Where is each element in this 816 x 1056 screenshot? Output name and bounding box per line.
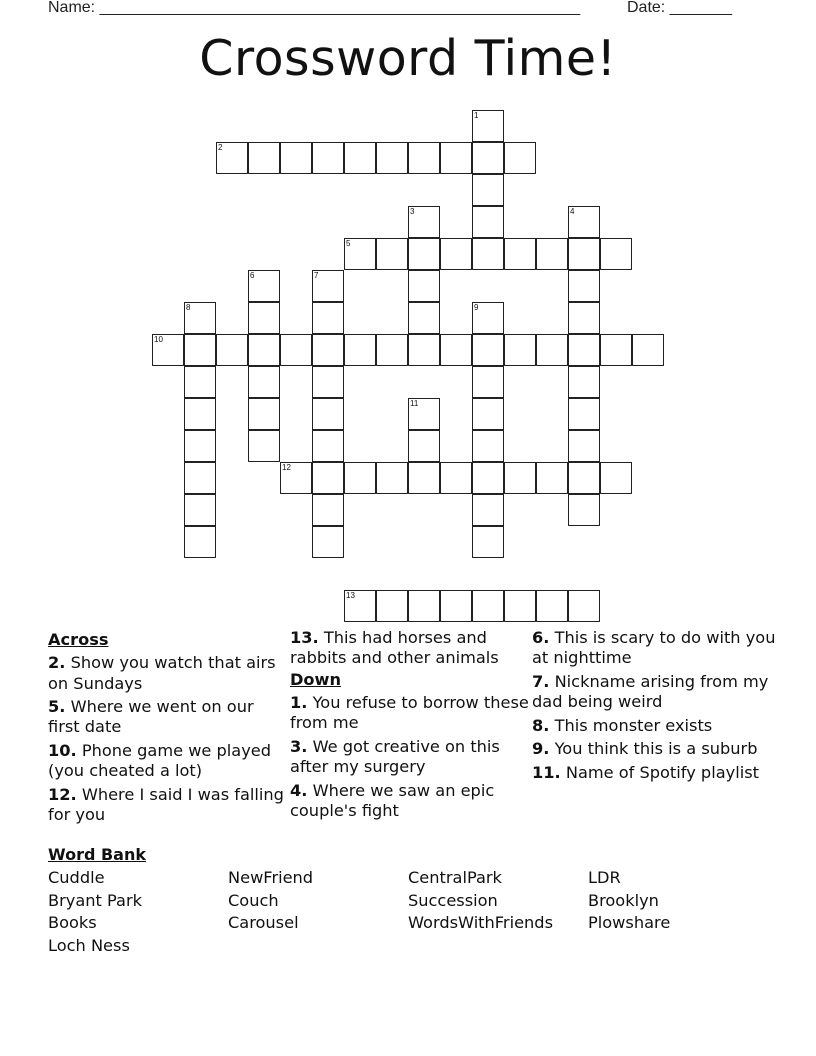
crossword-cell[interactable] [440, 590, 472, 622]
clue-text: You refuse to borrow these from me [290, 693, 529, 733]
crossword-cell[interactable] [408, 238, 440, 270]
clue-text: Show you watch that airs on Sundays [48, 653, 276, 693]
word-bank-item: Cuddle [48, 868, 105, 887]
crossword-cell[interactable] [248, 142, 280, 174]
crossword-cell[interactable] [472, 174, 504, 206]
word-bank-item: LDR [588, 868, 621, 887]
crossword-cell[interactable] [568, 590, 600, 622]
word-bank-item: Succession [408, 891, 498, 910]
crossword-cell[interactable] [536, 590, 568, 622]
clue-down-9 [532, 739, 782, 759]
clue-text: Phone game we played (you cheated a lot) [48, 740, 272, 781]
crossword-cell[interactable] [536, 238, 568, 270]
crossword-cell[interactable] [440, 334, 472, 366]
crossword-cell[interactable] [280, 334, 312, 366]
crossword-cell[interactable] [568, 398, 600, 430]
cell-number: 8 [186, 303, 191, 312]
clue-across-13 [290, 628, 530, 669]
crossword-cell[interactable] [408, 206, 440, 238]
crossword-cell[interactable] [280, 462, 312, 494]
crossword-cell[interactable] [472, 238, 504, 270]
crossword-cell[interactable] [376, 142, 408, 174]
word-bank-item: WordsWithFriends [408, 913, 554, 932]
crossword-cell[interactable] [312, 334, 344, 366]
clue-down-11 [532, 763, 782, 783]
cell-number: 7 [314, 271, 319, 280]
crossword-cell[interactable] [472, 462, 504, 494]
clue-across-10 [48, 741, 288, 782]
crossword-cell[interactable] [472, 430, 504, 462]
clue-text: Name of Spotify playlist [560, 762, 759, 782]
crossword-cell[interactable] [472, 526, 504, 558]
crossword-cell[interactable] [312, 430, 344, 462]
crossword-cell[interactable] [184, 430, 216, 462]
word-bank-item: NewFriend [228, 868, 314, 887]
word-bank-title: Word Bank [48, 845, 147, 864]
crossword-cell[interactable] [408, 334, 440, 366]
crossword-cell[interactable] [632, 334, 664, 366]
crossword-cell[interactable] [376, 462, 408, 494]
crossword-cell[interactable] [312, 526, 344, 558]
clue-number: 12. [48, 784, 77, 804]
cell-number: 2 [218, 143, 223, 152]
crossword-cell[interactable] [312, 398, 344, 430]
crossword-cell[interactable] [152, 334, 184, 366]
word-bank-item: Bryant Park [48, 891, 142, 910]
crossword-cell[interactable] [248, 270, 280, 302]
word-bank-item: Carousel [228, 913, 299, 932]
clue-across-2 [48, 653, 288, 694]
page-title: Crossword Time! [199, 30, 617, 87]
cell-number: 3 [410, 207, 415, 216]
crossword-cell[interactable] [376, 590, 408, 622]
cell-number: 9 [474, 303, 479, 312]
cell-number: 10 [154, 335, 163, 344]
clue-text: Where I said I was falling for you [48, 784, 284, 824]
crossword-cell[interactable] [184, 398, 216, 430]
clue-down-6 [532, 628, 782, 669]
clue-down-3 [290, 737, 530, 778]
crossword-cell[interactable] [504, 142, 536, 174]
crossword-cell[interactable] [344, 590, 376, 622]
crossword-cell[interactable] [568, 238, 600, 270]
crossword-cell[interactable] [568, 302, 600, 334]
date-line: Date: _______ [627, 0, 732, 16]
clue-number: 13. [290, 628, 319, 647]
crossword-cell[interactable] [440, 462, 472, 494]
cell-number: 11 [410, 399, 419, 408]
clue-number: 10. [48, 740, 77, 760]
crossword-cell[interactable] [568, 206, 600, 238]
cell-number: 6 [250, 271, 255, 280]
crossword-cell[interactable] [600, 334, 632, 366]
crossword-cell[interactable] [344, 462, 376, 494]
clue-number: 11. [532, 762, 561, 782]
crossword-cell[interactable] [568, 270, 600, 302]
clue-number: 6. [532, 628, 550, 647]
clue-number: 5. [48, 697, 66, 717]
crossword-cell[interactable] [312, 494, 344, 526]
clue-down-1 [290, 693, 530, 734]
clue-down-8 [532, 716, 782, 736]
crossword-cell[interactable] [312, 366, 344, 398]
crossword-cell[interactable] [472, 302, 504, 334]
crossword-cell[interactable] [568, 462, 600, 494]
crossword-cell[interactable] [504, 238, 536, 270]
crossword-cell[interactable] [408, 270, 440, 302]
crossword-cell[interactable] [408, 590, 440, 622]
clue-down-4 [290, 781, 530, 822]
clue-column-2 [290, 628, 530, 824]
clue-text: This is scary to do with you at nighttime [532, 628, 776, 668]
crossword-cell[interactable] [312, 142, 344, 174]
crossword-cell[interactable] [184, 526, 216, 558]
cell-number: 4 [570, 207, 575, 216]
crossword-cell[interactable] [600, 462, 632, 494]
clue-text: We got creative on this after my surgery [290, 736, 500, 777]
crossword-cell[interactable] [504, 590, 536, 622]
clue-number: 4. [290, 780, 308, 800]
clue-number: 1. [290, 693, 308, 713]
crossword-cell[interactable] [344, 334, 376, 366]
crossword-cell[interactable] [440, 142, 472, 174]
crossword-cell[interactable] [472, 206, 504, 238]
crossword-cell[interactable] [568, 430, 600, 462]
clue-number: 9. [532, 739, 550, 759]
clue-column-1 [48, 628, 288, 828]
cell-number: 1 [474, 111, 479, 120]
clue-column-3 [532, 628, 782, 786]
clue-text: Where we went on our first date [48, 697, 254, 737]
crossword-cell[interactable] [472, 142, 504, 174]
crossword-cell[interactable] [344, 142, 376, 174]
crossword-cell[interactable] [568, 334, 600, 366]
cell-number: 12 [282, 463, 291, 472]
cell-number: 5 [346, 239, 351, 248]
crossword-cell[interactable] [472, 494, 504, 526]
word-bank-item: Brooklyn [588, 891, 659, 910]
crossword-cell[interactable] [536, 334, 568, 366]
word-bank-item: Loch Ness [48, 936, 130, 955]
clue-across-5 [48, 697, 288, 738]
crossword-cell[interactable] [504, 462, 536, 494]
down-heading: Down [290, 669, 342, 689]
crossword-cell[interactable] [408, 302, 440, 334]
clue-text: Nickname arising from my dad being weird [532, 671, 769, 712]
crossword-cell[interactable] [408, 462, 440, 494]
clue-text: Where we saw an epic couple's fight [290, 780, 495, 820]
word-bank-item: Couch [228, 891, 279, 910]
crossword-cell[interactable] [312, 270, 344, 302]
clue-number: 3. [290, 736, 308, 756]
crossword-cell[interactable] [472, 590, 504, 622]
clue-number: 2. [48, 653, 66, 673]
name-line: Name: ______________________________________________________ [48, 0, 581, 16]
crossword-cell[interactable] [344, 238, 376, 270]
across-heading: Across [48, 630, 109, 649]
crossword-cell[interactable] [472, 110, 504, 142]
crossword-cell[interactable] [408, 142, 440, 174]
crossword-cell[interactable] [408, 398, 440, 430]
clue-text: This monster exists [549, 715, 713, 735]
clue-number: 8. [532, 715, 550, 735]
crossword-cell[interactable] [184, 494, 216, 526]
crossword-cell[interactable] [184, 366, 216, 398]
word-bank-item: Books [48, 913, 97, 932]
crossword-cell[interactable] [376, 238, 408, 270]
crossword-cell[interactable] [248, 302, 280, 334]
crossword-cell[interactable] [472, 398, 504, 430]
crossword-cell[interactable] [248, 398, 280, 430]
crossword-cell[interactable] [184, 334, 216, 366]
clue-text: This had horses and rabbits and other animals [290, 628, 499, 668]
crossword-cell[interactable] [504, 334, 536, 366]
crossword-cell[interactable] [184, 462, 216, 494]
word-bank-item: CentralPark [408, 868, 502, 887]
crossword-cell[interactable] [472, 366, 504, 398]
crossword-cell[interactable] [280, 142, 312, 174]
crossword-cell[interactable] [568, 494, 600, 526]
crossword-cell[interactable] [184, 302, 216, 334]
cell-number: 13 [346, 591, 355, 600]
crossword-cell[interactable] [312, 302, 344, 334]
word-bank-item: Plowshare [588, 913, 671, 932]
crossword-cell[interactable] [248, 366, 280, 398]
crossword-cell[interactable] [600, 238, 632, 270]
crossword-cell[interactable] [248, 334, 280, 366]
crossword-cell[interactable] [568, 366, 600, 398]
clue-across-12 [48, 785, 288, 826]
crossword-cell[interactable] [248, 430, 280, 462]
crossword-cell[interactable] [376, 334, 408, 366]
clue-number: 7. [532, 671, 550, 691]
crossword-cell[interactable] [408, 430, 440, 462]
crossword-cell[interactable] [312, 462, 344, 494]
crossword-cell[interactable] [216, 334, 248, 366]
crossword-cell[interactable] [216, 142, 248, 174]
crossword-cell[interactable] [440, 238, 472, 270]
crossword-cell[interactable] [536, 462, 568, 494]
clue-text: You think this is a suburb [549, 739, 758, 759]
crossword-cell[interactable] [472, 334, 504, 366]
clue-down-7 [532, 672, 782, 713]
